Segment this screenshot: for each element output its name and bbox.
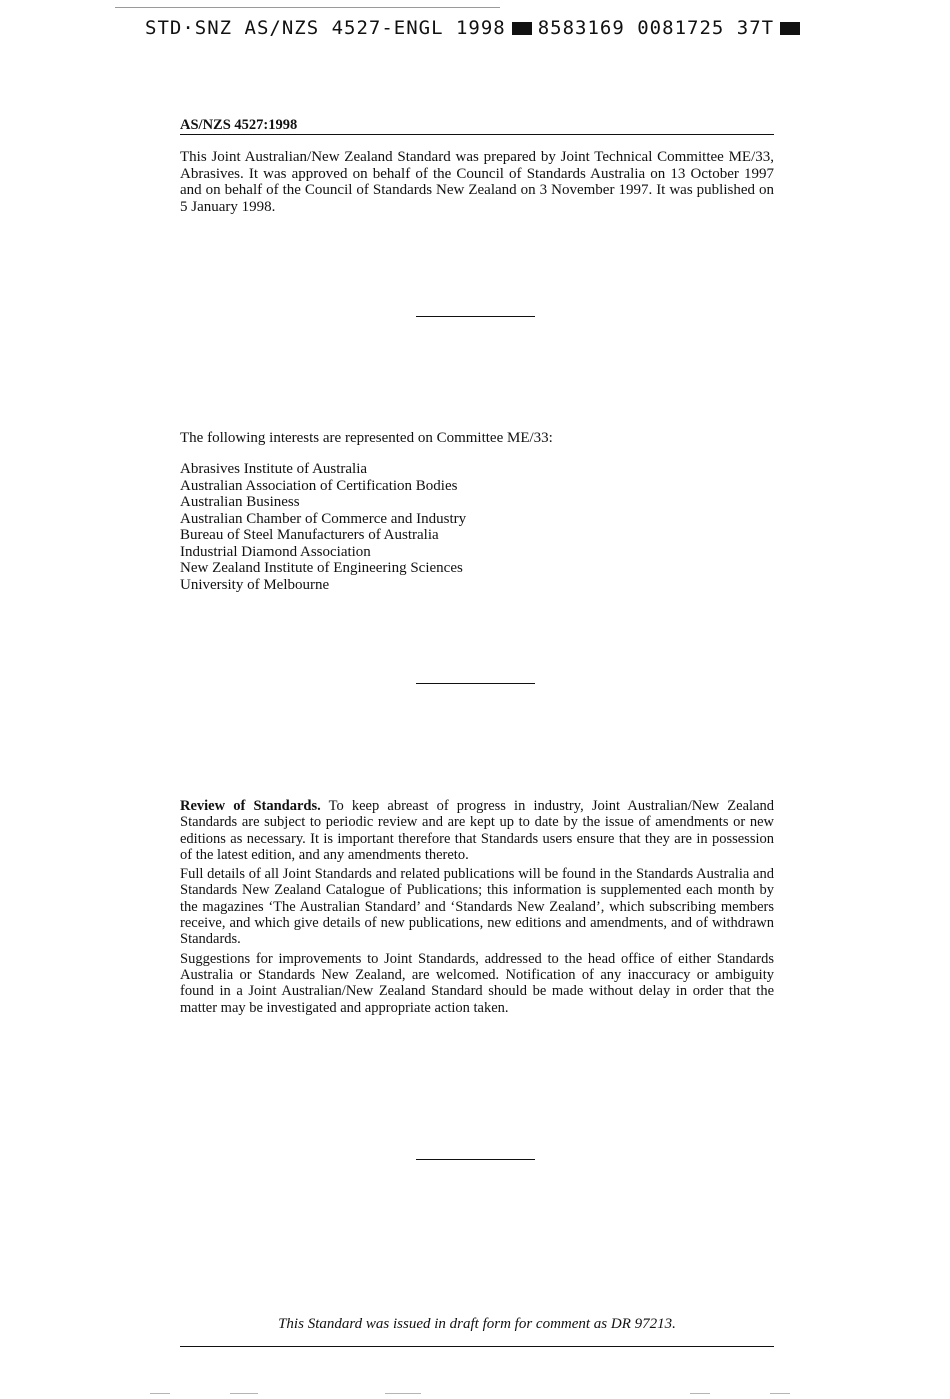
list-item: Abrasives Institute of Australia bbox=[180, 461, 368, 477]
list-item: Australian Business bbox=[180, 494, 300, 510]
list-item: Industrial Diamond Association bbox=[180, 543, 371, 560]
review-text-1: To keep abreast of progress in industry, Joint Australian/New Zealand Standards are subject to periodic review and are kept up to date by the issue of amendments or new editions as necessary. It is important therefore that Standards users ensure that they are in possession of the latest edition, and any amendments thereto. bbox=[180, 798, 775, 863]
draft-note: This Standard was issued in draft form for comment as DR 97213. bbox=[278, 1316, 676, 1332]
list-item: Bureau of Steel Manufacturers of Australia bbox=[180, 527, 439, 543]
section-separator bbox=[416, 316, 535, 317]
preparation-paragraph: This Joint Australian/New Zealand Standard was prepared by Joint Technical Committee ME/33, Abrasives. It was approved on behalf of the Council of Standards Australia on 13 October 1997 and on behalf of the Council of Standards New Zealand on 3 November 1997. It was published on 5 January 1998. bbox=[180, 149, 774, 215]
review-paragraph-2: Full details of all Joint Standards and related publications will be found in the Standards Australia and Standards New Zealand Catalogue of Publications; this information is supplemented each month by the magazines ‘The Australian Standard’ and ‘Standards New Zealand’, which subscribing members receive, and which give details of new publications, new editions and amendments, and of withdrawn Standards. bbox=[180, 866, 774, 948]
scan-artifact-mark bbox=[770, 1393, 790, 1394]
review-paragraph-3: Suggestions for improvements to Joint Standards, addressed to the head office of either Standards Australia or Standards New Zealand, are welcomed. Notification of any inaccuracy or ambiguity found in a Joint Australian/New Zealand Standard should be made without delay in order that the matter may be investigated and appropriate action taken. bbox=[180, 950, 774, 1016]
review-lead: Review of Standards. bbox=[180, 798, 321, 814]
list-item: Australian Association of Certification Bodies bbox=[180, 477, 458, 494]
scan-artifact-mark bbox=[150, 1393, 170, 1394]
committee-interests-list bbox=[180, 461, 774, 593]
redaction-block-1 bbox=[512, 22, 532, 35]
scan-artifact-line bbox=[115, 7, 500, 8]
scan-artifact-mark bbox=[690, 1393, 710, 1394]
scan-artifact-mark bbox=[230, 1393, 258, 1394]
footer-rule bbox=[180, 1346, 774, 1347]
header-rule bbox=[180, 134, 774, 135]
redaction-block-2 bbox=[780, 22, 800, 35]
list-item: Australian Chamber of Commerce and Industry bbox=[180, 510, 467, 527]
review-of-standards bbox=[180, 798, 774, 1019]
list-item: New Zealand Institute of Engineering Sciences bbox=[180, 560, 463, 576]
scan-artifact-mark bbox=[385, 1393, 421, 1394]
header-code-left: STD·SNZ AS/NZS 4527-ENGL 1998 bbox=[145, 17, 506, 39]
header-code-mid: 8583169 0081725 37T bbox=[537, 17, 775, 39]
document-id: AS/NZS 4527:1998 bbox=[180, 117, 298, 133]
section-separator bbox=[416, 1159, 535, 1160]
review-paragraph-1 bbox=[180, 798, 774, 863]
committee-intro: The following interests are represented on Committee ME/33: bbox=[180, 430, 553, 446]
header-catalog-code bbox=[145, 15, 805, 41]
list-item: University of Melbourne bbox=[180, 576, 330, 593]
section-separator bbox=[416, 683, 535, 684]
